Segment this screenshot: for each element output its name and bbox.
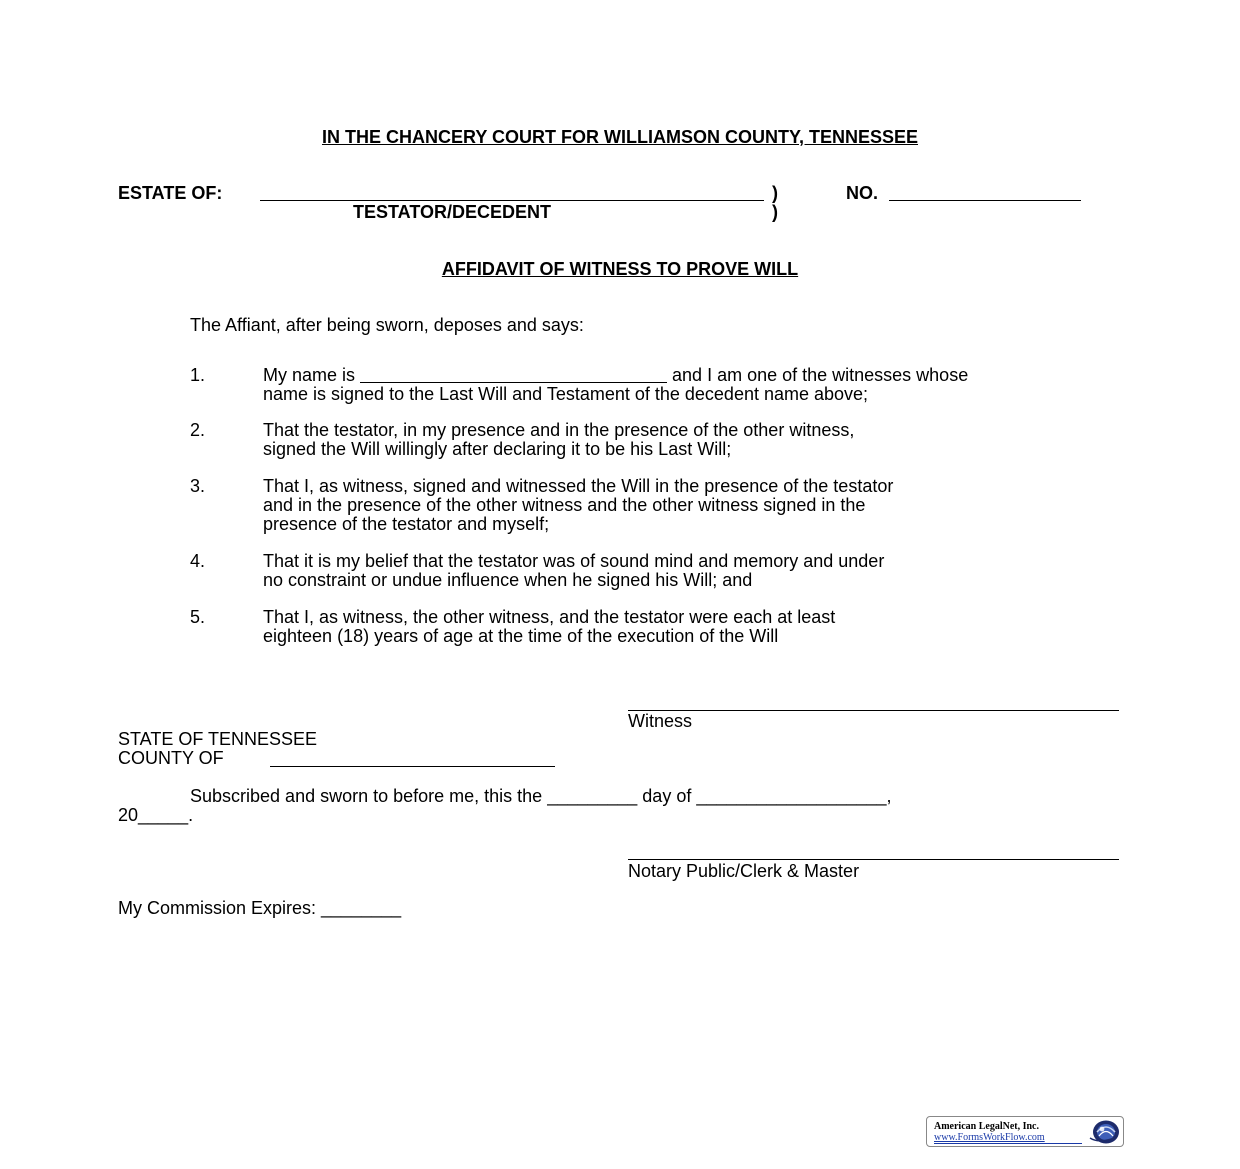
- item-number: 1.: [190, 365, 206, 385]
- item-number: 4.: [190, 551, 206, 571]
- item-1-text-pre: My name is: [263, 365, 361, 385]
- list-item-1: [263, 366, 968, 404]
- item-line: That I, as witness, signed and witnessed the Will in the presence of the testator: [263, 476, 894, 496]
- county-field[interactable]: [270, 749, 555, 767]
- caption-paren-1: ): [772, 183, 778, 203]
- logo-underline: [934, 1143, 1082, 1144]
- item-line: That the testator, in my presence and in the presence of the other witness,: [263, 420, 855, 440]
- item-number: 5.: [190, 607, 206, 627]
- subscribed-line-2: 20_____.: [118, 805, 194, 825]
- witness-signature-line[interactable]: [628, 693, 1119, 711]
- intro-statement: The Affiant, after being sworn, deposes and says:: [190, 315, 584, 335]
- item-line: eighteen (18) years of age at the time of the execution of the Will: [263, 626, 779, 646]
- affiant-name-field[interactable]: [360, 366, 667, 383]
- item-number: 2.: [190, 420, 206, 440]
- notary-signature-line[interactable]: [628, 842, 1119, 860]
- witness-label: Witness: [628, 711, 693, 731]
- state-line: STATE OF TENNESSEE: [118, 729, 318, 749]
- caption-paren-2: ): [772, 202, 778, 222]
- item-line: no constraint or undue influence when he signed his Will; and: [263, 570, 753, 590]
- item-line: That it is my belief that the testator was of sound mind and memory and under: [263, 551, 885, 571]
- logo-url-link[interactable]: www.FormsWorkFlow.com: [934, 1132, 1045, 1143]
- list-item-5: [263, 608, 835, 646]
- item-line: signed the Will willingly after declaring it to be his Last Will;: [263, 439, 732, 459]
- item-line: name is signed to the Last Will and Testament of the decedent name above;: [263, 384, 869, 404]
- case-number-field[interactable]: [889, 183, 1081, 201]
- case-no-label: NO.: [846, 183, 879, 203]
- item-line: and in the presence of the other witness and the other witness signed in the: [263, 495, 866, 515]
- subscribed-line-1: Subscribed and sworn to before me, this the _________ day of ___________________,: [190, 786, 892, 806]
- estate-name-field[interactable]: [260, 183, 764, 201]
- list-item-3: [263, 477, 893, 534]
- item-number: 3.: [190, 476, 206, 496]
- document-title: AFFIDAVIT OF WITNESS TO PROVE WILL: [441, 259, 799, 279]
- commission-expires: My Commission Expires: ________: [118, 898, 402, 918]
- legalnet-logo: [926, 1116, 1124, 1147]
- item-line: That I, as witness, the other witness, and the testator were each at least: [263, 607, 836, 627]
- notary-label: Notary Public/Clerk & Master: [628, 861, 860, 881]
- testator-decedent-label: TESTATOR/DECEDENT: [353, 202, 552, 222]
- item-1-text-post: and I am one of the witnesses whose: [667, 365, 969, 385]
- county-label: COUNTY OF: [118, 748, 224, 768]
- list-item-2: [263, 421, 854, 459]
- list-item-4: [263, 552, 884, 590]
- logo-brand-text: American LegalNet, Inc.: [934, 1121, 1039, 1132]
- globe-icon: [1087, 1118, 1121, 1145]
- item-line: presence of the testator and myself;: [263, 514, 550, 534]
- court-title: IN THE CHANCERY COURT FOR WILLIAMSON COUNTY, TENNESSEE: [321, 127, 919, 147]
- estate-of-label: ESTATE OF:: [118, 183, 223, 203]
